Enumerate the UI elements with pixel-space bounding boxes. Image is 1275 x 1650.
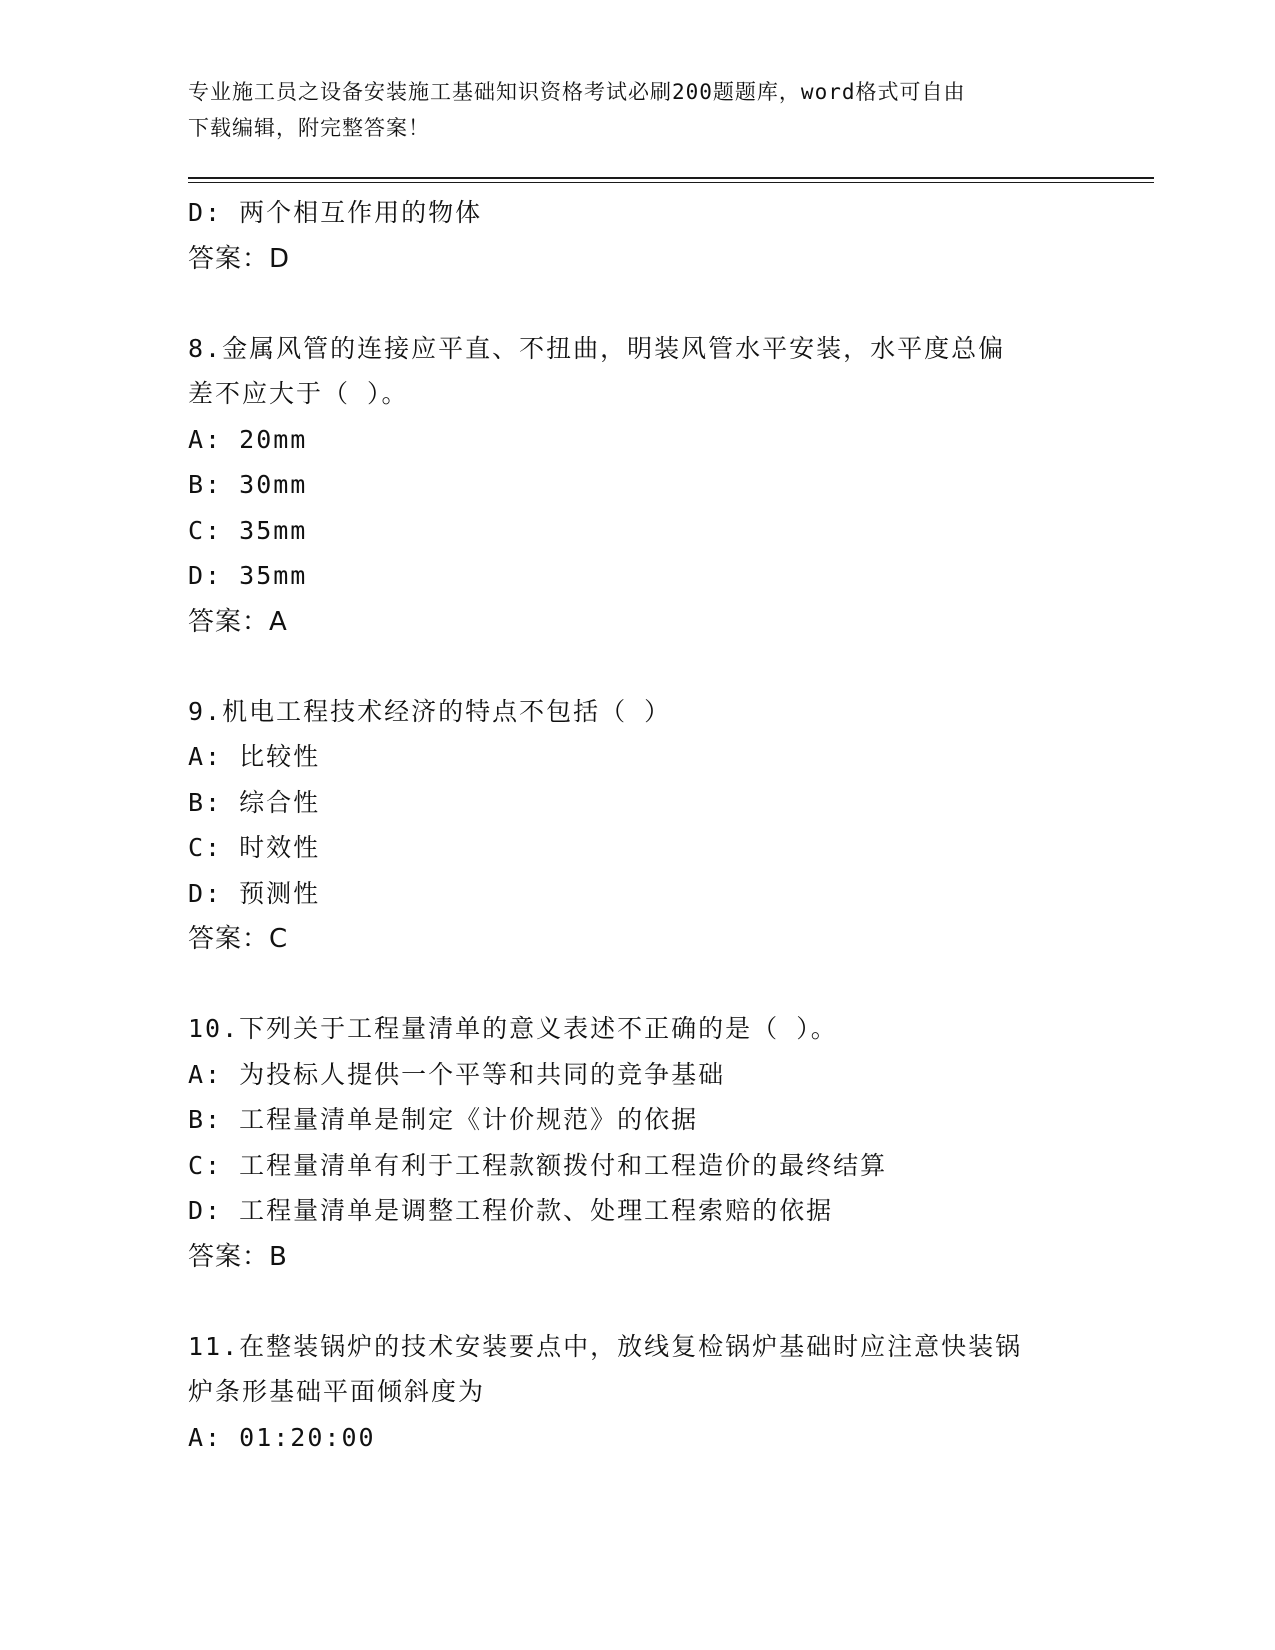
document-header xyxy=(188,74,1068,146)
answer-line: 答案：B xyxy=(188,1241,288,1272)
spacer xyxy=(188,1280,1088,1324)
option-a: A: 20mm xyxy=(188,424,308,454)
option-d: D: 工程量清单是调整工程价款、处理工程索赔的依据 xyxy=(188,1196,834,1225)
option-c: C: 时效性 xyxy=(188,833,321,862)
option-a: A: 为投标人提供一个平等和共同的竞争基础 xyxy=(188,1059,726,1089)
header-divider-thin xyxy=(188,182,1154,183)
question-stem-line: 10.下列关于工程量清单的意义表述不正确的是（ ）。 xyxy=(188,1014,838,1043)
question-stem-line: 9.机电工程技术经济的特点不包括（ ） xyxy=(188,696,672,726)
answer-line: 答案：D xyxy=(188,243,291,274)
header-line-1: 专业施工员之设备安装施工基础知识资格考试必刷200题题库，word格式可自由 xyxy=(188,80,966,104)
option-d: D: 两个相互作用的物体 xyxy=(188,198,483,227)
option-b: B: 工程量清单是制定《计价规范》的依据 xyxy=(188,1105,699,1134)
question-stem-line: 差不应大于（ ）。 xyxy=(188,379,409,408)
header-line-2: 下载编辑，附完整答案！ xyxy=(188,116,430,140)
answer-line: 答案：A xyxy=(188,606,288,637)
question-7-tail xyxy=(188,190,1088,282)
question-8 xyxy=(188,326,1088,645)
question-stem-line: 8.金属风管的连接应平直、不扭曲，明装风管水平安装，水平度总偏 xyxy=(188,333,1006,363)
header-divider-thick xyxy=(188,177,1154,179)
option-c: C: 工程量清单有利于工程款额拨付和工程造价的最终结算 xyxy=(188,1150,888,1180)
spacer xyxy=(188,282,1088,326)
question-list xyxy=(188,190,1088,1460)
answer-line: 答案：C xyxy=(188,924,289,954)
option-b: B: 综合性 xyxy=(188,787,321,817)
spacer xyxy=(188,962,1088,1006)
option-c: C: 35mm xyxy=(188,515,308,545)
question-stem-line: 炉条形基础平面倾斜度为 xyxy=(188,1377,486,1406)
question-11 xyxy=(188,1324,1088,1461)
question-10 xyxy=(188,1006,1088,1280)
question-stem-line: 11.在整装锅炉的技术安装要点中，放线复检锅炉基础时应注意快装锅 xyxy=(188,1331,1023,1361)
option-a: A: 比较性 xyxy=(188,742,321,771)
option-d: D: 35mm xyxy=(188,561,308,590)
option-d: D: 预测性 xyxy=(188,878,321,908)
option-a: A: 01:20:00 xyxy=(188,1422,376,1452)
spacer xyxy=(188,645,1088,689)
option-b: B: 30mm xyxy=(188,470,308,499)
question-9 xyxy=(188,689,1088,963)
